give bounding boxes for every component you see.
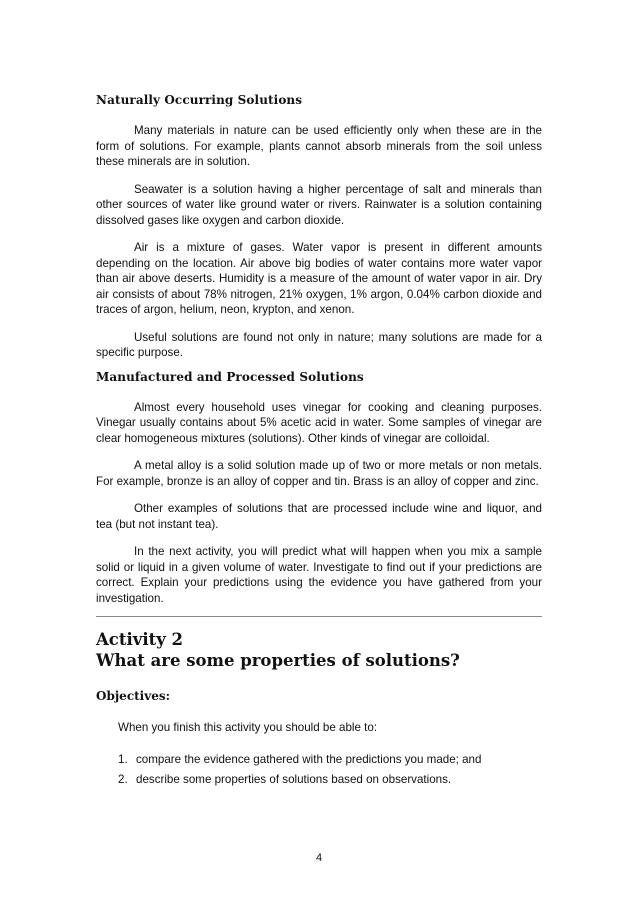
paragraph: Useful solutions are found not only in nature; many solutions are made for a specific purpose. <box>96 330 542 359</box>
list-item-text: describe some properties of solutions based on observations. <box>136 773 452 786</box>
page-content <box>96 93 542 792</box>
objectives-intro: When you finish this activity you should be able to: <box>118 721 378 734</box>
paragraph: Air is a mixture of gases. Water vapor is present in different amounts depending on the location. Air above big bodies of water contains more water vapor than air above deserts. Humidity is a measure of the amount of water vapor in air. Dry air consists of about 78% nitrogen, 21% oxygen, 1% argon, 0.04% carbon dioxide and traces of argon, helium, neon, krypton, and xenon. <box>96 241 542 316</box>
paragraph: Almost every household uses vinegar for cooking and cleaning purposes. Vinegar usually contains about 5% acetic acid in water. Some samples of vinegar are clear homogeneous mixtures (solutions). Other kinds of vinegar are colloidal. <box>96 400 542 445</box>
activity-title <box>96 629 542 671</box>
paragraph: In the next activity, you will predict what will happen when you mix a sample solid or liquid in a given volume of water. Investigate to find out if your predictions are correct. Explain your predictions using the evidence you have gathered from your investigation. <box>96 545 542 605</box>
section-divider <box>96 616 542 617</box>
page-number: 4 <box>315 852 323 864</box>
list-item-text: compare the evidence gathered with the predictions you made; and <box>136 753 482 766</box>
list-item-number: 1. <box>118 753 128 766</box>
paragraph: Seawater is a solution having a higher percentage of salt and minerals than other sources of water like ground water or rivers. Rainwater is a solution containing dissolved gases like oxygen and carbon dioxide. <box>96 182 542 227</box>
list-item <box>118 772 542 787</box>
list-item <box>118 752 542 767</box>
section-heading-manufactured: Manufactured and Processed Solutions <box>96 369 364 384</box>
objectives-list <box>96 752 542 787</box>
paragraph: Other examples of solutions that are processed include wine and liquor, and tea (but not instant tea). <box>96 502 542 531</box>
activity-number: Activity 2 <box>96 630 184 649</box>
paragraph: Many materials in nature can be used efficiently only when these are in the form of solutions. For example, plants cannot absorb minerals from the soil unless these minerals are in solution. <box>96 124 542 168</box>
activity-question: What are some properties of solutions? <box>96 651 460 670</box>
objectives-heading: Objectives: <box>96 689 171 703</box>
list-item-number: 2. <box>118 773 128 786</box>
paragraph: A metal alloy is a solid solution made up of two or more metals or non metals. For example, bronze is an alloy of copper and tin. Brass is an alloy of copper and zinc. <box>96 459 542 488</box>
section-heading-natural: Naturally Occurring Solutions <box>96 93 303 107</box>
